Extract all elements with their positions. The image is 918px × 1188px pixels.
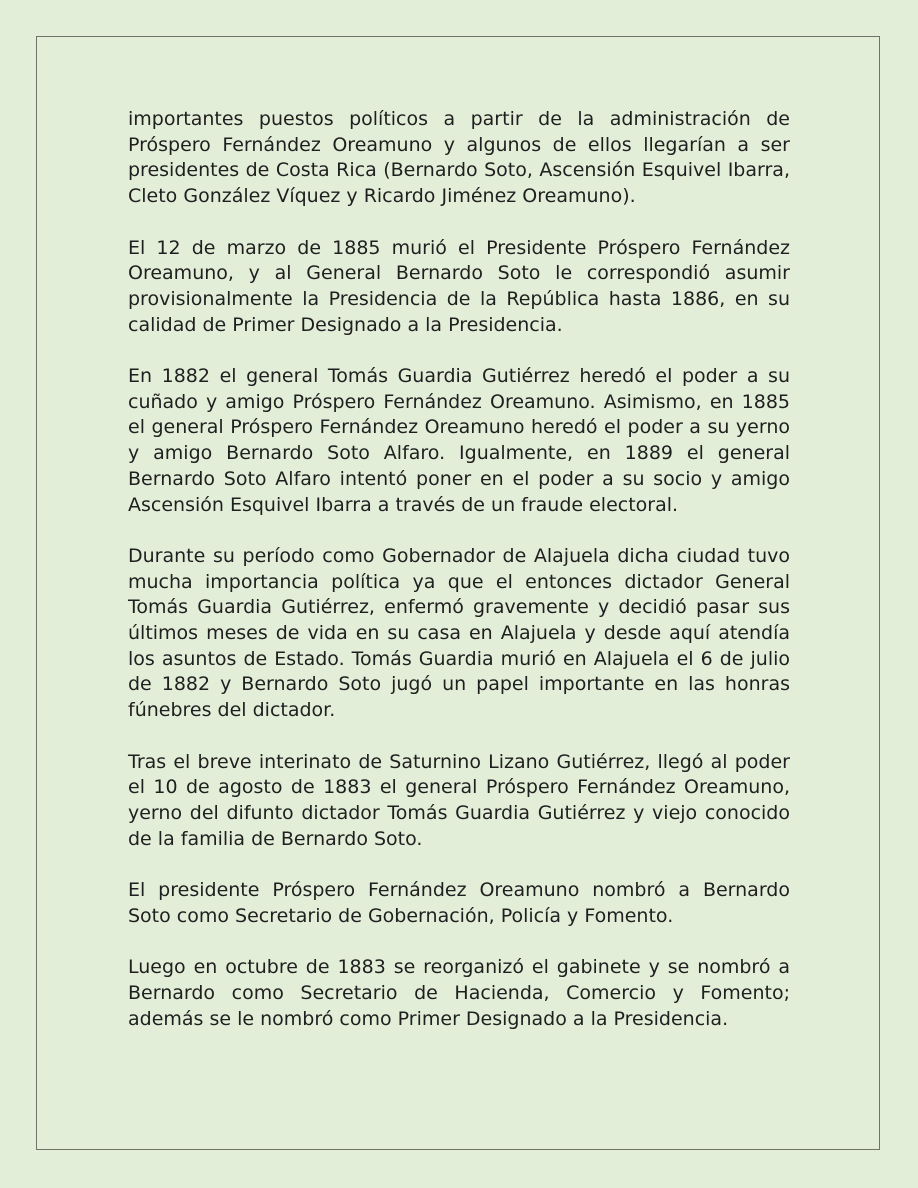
paragraph-3: En 1882 el general Tomás Guardia Gutiérrez heredó el poder a su cuñado y amigo Próspero Fernández Oreamuno. Asimismo, en 1885 el general Próspero Fernández Oreamuno heredó el poder a su yerno y amigo Bernardo Soto Alfaro. Igualmente, en 1889 el general Bernardo Soto Alfaro intentó poner en el poder a su socio y amigo Ascensión Esquivel Ibarra a través de un fraude electoral. — [128, 365, 790, 516]
paragraph-5: Tras el breve interinato de Saturnino Lizano Gutiérrez, llegó al poder el 10 de agosto de 1883 el general Próspero Fernández Oreamuno, yerno del difunto dictador Tomás Guardia Gutiérrez y viejo conocido de la familia de Bernardo Soto. — [128, 750, 790, 850]
paragraph-1: importantes puestos políticos a partir de la administración de Próspero Fernández Oreamuno y algunos de ellos llegarían a ser presidentes de Costa Rica (Bernardo Soto, Ascensión Esquivel Ibarra, Cleto González Víquez y Ricardo Jiménez Oreamuno). — [128, 108, 790, 208]
paragraph-7: Luego en octubre de 1883 se reorganizó el gabinete y se nombró a Bernardo como Secretario de Hacienda, Comercio y Fomento; además se le nombró como Primer Designado a la Presidencia. — [128, 956, 790, 1030]
paragraph-4: Durante su período como Gobernador de Alajuela dicha ciudad tuvo mucha importancia política ya que el entonces dictador General Tomás Guardia Gutiérrez, enfermó gravemente y decidió pasar sus últimos meses de vida en su casa en Alajuela y desde aquí atendía los asuntos de Estado. Tomás Guardia murió en Alajuela el 6 de julio de 1882 y Bernardo Soto jugó un papel importante en las honras fúnebres del dictador. — [128, 544, 790, 722]
document-body — [128, 107, 790, 1058]
paragraph-2: El 12 de marzo de 1885 murió el Presidente Próspero Fernández Oreamuno, y al General Bernardo Soto le correspondió asumir provisionalmente la Presidencia de la República hasta 1886, en su calidad de Primer Designado a la Presidencia. — [128, 236, 790, 336]
paragraph-6: El presidente Próspero Fernández Oreamuno nombró a Bernardo Soto como Secretario de Gobernación, Policía y Fomento. — [128, 879, 790, 927]
